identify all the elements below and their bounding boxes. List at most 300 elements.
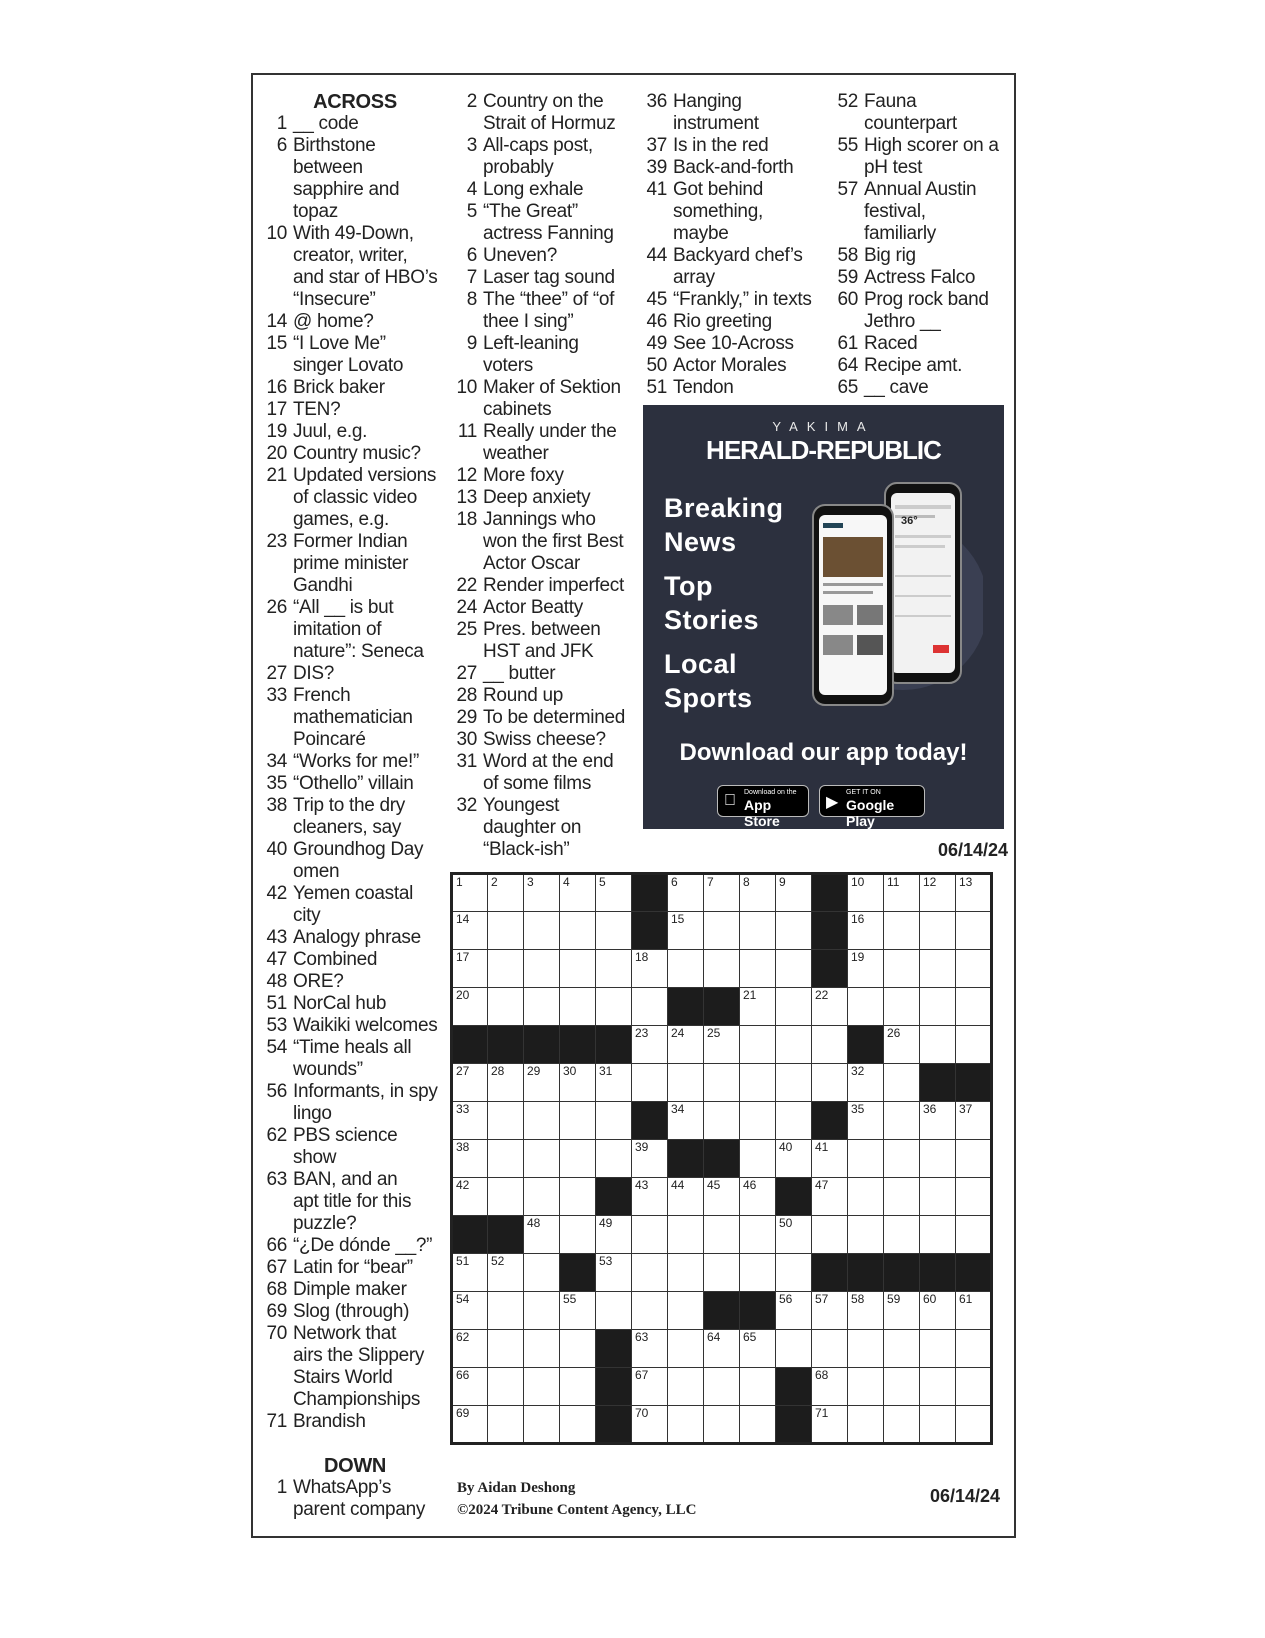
grid-cell[interactable] [884,874,920,912]
clue [265,971,445,993]
grid-cell[interactable] [956,1178,992,1216]
cell-number: 62 [456,1330,470,1344]
grid-cell[interactable] [596,1102,632,1140]
black-square [488,1216,524,1254]
grid-cell[interactable] [740,988,776,1026]
grid-cell[interactable] [704,1064,740,1102]
grid-cell[interactable] [452,874,488,912]
grid-cell[interactable] [596,874,632,912]
cell-number: 25 [707,1026,721,1040]
grid-cell[interactable] [956,1406,992,1444]
grid-cell[interactable] [488,1330,524,1368]
clue-number: 62 [266,1125,287,1146]
clue [455,267,640,289]
grid-cell[interactable] [668,1368,704,1406]
grid-cell[interactable] [956,1330,992,1368]
clue-text: probably [483,157,554,178]
grid-cell[interactable] [884,1140,920,1178]
grid-cell[interactable] [884,1064,920,1102]
grid-cell[interactable] [452,1368,488,1406]
clue-text: prime minister [293,553,409,574]
grid-cell[interactable] [704,1368,740,1406]
grid-cell[interactable] [488,1178,524,1216]
clue-text: Deep anxiety [483,487,591,508]
clue-number: 42 [266,883,287,904]
grid-cell[interactable] [812,1292,848,1330]
clue-text: __ cave [864,377,929,398]
grid-cell[interactable] [668,1330,704,1368]
grid-cell[interactable] [884,1330,920,1368]
grid-cell[interactable] [668,1064,704,1102]
grid-cell[interactable] [920,950,956,988]
grid-cell[interactable] [740,1064,776,1102]
clue-text: HST and JFK [483,641,594,662]
clue [265,1015,445,1037]
grid-cell[interactable] [560,1216,596,1254]
grid-cell[interactable] [596,1064,632,1102]
cell-number: 5 [599,875,606,889]
black-square [776,1406,812,1444]
grid-cell[interactable] [740,1026,776,1064]
clue [265,795,445,839]
grid-cell[interactable] [668,1254,704,1292]
grid-cell[interactable] [524,1140,560,1178]
clue-number: 70 [266,1323,287,1344]
grid-cell[interactable] [848,1406,884,1444]
grid-cell[interactable] [812,988,848,1026]
grid-cell[interactable] [560,1292,596,1330]
grid-cell[interactable] [848,1102,884,1140]
grid-cell[interactable] [812,1178,848,1216]
grid-cell[interactable] [884,1216,920,1254]
clue [455,751,640,795]
grid-cell[interactable] [668,912,704,950]
black-square [920,1254,956,1292]
cell-number: 16 [851,912,865,926]
across-heading: ACROSS [313,91,397,113]
cell-number: 19 [851,950,865,964]
clue-text: Yemen coastal [293,883,414,904]
grid-cell[interactable] [596,988,632,1026]
grid-cell[interactable] [812,1216,848,1254]
clue-number: 47 [266,949,287,970]
cell-number: 18 [635,950,649,964]
google-play-button[interactable]: ▶ GET IT ON Google Play [819,785,925,817]
grid-cell[interactable] [740,1330,776,1368]
cell-number: 22 [815,988,829,1002]
grid-cell[interactable] [776,950,812,988]
grid-cell[interactable] [956,874,992,912]
grid-cell[interactable] [524,1102,560,1140]
grid-cell[interactable] [596,1216,632,1254]
grid-cell[interactable] [812,1406,848,1444]
grid-cell[interactable] [524,1064,560,1102]
black-square [596,1026,632,1064]
grid-cell[interactable] [560,874,596,912]
black-square [668,988,704,1026]
grid-cell[interactable] [560,1178,596,1216]
grid-cell[interactable] [560,1102,596,1140]
clue [265,1279,445,1301]
grid-cell[interactable] [848,988,884,1026]
grid-cell[interactable] [740,1140,776,1178]
grid-cell[interactable] [884,1368,920,1406]
grid-cell[interactable] [704,912,740,950]
grid-cell[interactable] [452,1064,488,1102]
grid-cell[interactable] [488,1254,524,1292]
grid-cell[interactable] [704,1102,740,1140]
grid-cell[interactable] [452,1254,488,1292]
grid-cell[interactable] [884,1102,920,1140]
cell-number: 32 [851,1064,865,1078]
grid-cell[interactable] [920,988,956,1026]
clue-number: 63 [266,1169,287,1190]
grid-cell[interactable] [488,1102,524,1140]
clue-text: Network that [293,1323,397,1344]
clue-number: 13 [456,487,477,508]
grid-cell[interactable] [920,874,956,912]
grid-cell[interactable] [848,1064,884,1102]
grid-cell[interactable] [560,1368,596,1406]
grid-cell[interactable] [920,1140,956,1178]
grid-cell[interactable] [560,950,596,988]
grid-cell[interactable] [740,874,776,912]
grid-cell[interactable] [632,1140,668,1178]
grid-cell[interactable] [776,912,812,950]
grid-cell[interactable] [848,1216,884,1254]
grid-cell[interactable] [452,1292,488,1330]
grid-cell[interactable] [884,1292,920,1330]
grid-cell[interactable] [596,1254,632,1292]
down-heading: DOWN [323,1455,387,1477]
grid-cell[interactable] [524,1330,560,1368]
clue-text: Juul, e.g. [293,421,368,442]
clue-number: 64 [837,355,858,376]
clue [645,333,835,355]
grid-cell[interactable] [956,1368,992,1406]
grid-cell[interactable] [848,1178,884,1216]
grid-cell[interactable] [632,1178,668,1216]
clue [455,245,640,267]
clue-number: 1 [276,1477,287,1498]
grid-cell[interactable] [848,874,884,912]
grid-cell[interactable] [488,1140,524,1178]
cell-number: 13 [959,875,973,889]
grid-cell[interactable] [884,1406,920,1444]
clue-number: 37 [646,135,667,156]
clue [645,311,835,333]
grid-cell[interactable] [956,988,992,1026]
grid-cell[interactable] [704,1216,740,1254]
grid-cell[interactable] [812,1368,848,1406]
clue-text: Country on the [483,91,604,112]
clue-text: puzzle? [293,1213,357,1234]
black-square [596,1368,632,1406]
grid-cell[interactable] [740,1216,776,1254]
clue [645,245,835,289]
clue-number: 53 [266,1015,287,1036]
grid-cell[interactable] [956,1216,992,1254]
grid-cell[interactable] [884,950,920,988]
grid-cell[interactable] [776,1102,812,1140]
grid-cell[interactable] [596,912,632,950]
clue [265,663,445,685]
grid-cell[interactable] [920,1026,956,1064]
grid-cell[interactable] [452,1140,488,1178]
grid-cell[interactable] [632,1254,668,1292]
grid-cell[interactable] [956,950,992,988]
grid-cell[interactable] [560,988,596,1026]
grid-cell[interactable] [704,1026,740,1064]
grid-cell[interactable] [920,1406,956,1444]
grid-cell[interactable] [776,874,812,912]
grid-cell[interactable] [524,1368,560,1406]
crossword-grid[interactable] [450,872,993,1445]
grid-cell[interactable] [812,1026,848,1064]
grid-cell[interactable] [524,1178,560,1216]
grid-cell[interactable] [560,1406,596,1444]
grid-cell[interactable] [524,1254,560,1292]
clue [265,113,445,135]
grid-cell[interactable] [812,1064,848,1102]
black-square [668,1140,704,1178]
grid-cell[interactable] [524,1292,560,1330]
grid-cell[interactable] [560,912,596,950]
grid-cell[interactable] [812,1140,848,1178]
grid-cell[interactable] [668,1026,704,1064]
grid-cell[interactable] [560,1330,596,1368]
clue [455,795,640,861]
grid-cell[interactable] [668,1406,704,1444]
grid-cell[interactable] [884,1026,920,1064]
grid-cell[interactable] [704,1406,740,1444]
grid-cell[interactable] [812,1330,848,1368]
grid-cell[interactable] [524,1216,560,1254]
grid-cell[interactable] [704,1254,740,1292]
grid-cell[interactable] [956,1140,992,1178]
grid-cell[interactable] [488,1368,524,1406]
clue [265,751,445,773]
grid-cell[interactable] [884,1178,920,1216]
grid-cell[interactable] [884,988,920,1026]
grid-cell[interactable] [956,1102,992,1140]
grid-cell[interactable] [668,1216,704,1254]
grid-cell[interactable] [488,912,524,950]
grid-cell[interactable] [452,950,488,988]
clue-number: 29 [456,707,477,728]
clue [265,927,445,949]
grid-cell[interactable] [632,1368,668,1406]
grid-cell[interactable] [848,1368,884,1406]
grid-cell[interactable] [668,1178,704,1216]
grid-cell[interactable] [776,1292,812,1330]
clue-number: 19 [266,421,287,442]
grid-cell[interactable] [632,1330,668,1368]
grid-cell[interactable] [704,950,740,988]
app-advertisement[interactable] [643,405,1004,829]
cell-number: 54 [456,1292,470,1306]
clue [265,399,445,421]
grid-cell[interactable] [668,950,704,988]
grid-cell[interactable] [920,1292,956,1330]
clue-text: Birthstone [293,135,376,156]
grid-cell[interactable] [560,1064,596,1102]
clue [455,663,640,685]
clue-number: 43 [266,927,287,948]
grid-cell[interactable] [668,1292,704,1330]
cell-number: 31 [599,1064,613,1078]
grid-cell[interactable] [488,950,524,988]
clue [265,1125,445,1169]
clue-text: BAN, and an [293,1169,398,1190]
grid-cell[interactable] [848,1140,884,1178]
clue [836,245,1006,267]
grid-cell[interactable] [884,912,920,950]
grid-cell[interactable] [956,1292,992,1330]
grid-cell[interactable] [956,912,992,950]
cell-number: 10 [851,875,865,889]
cell-number: 64 [707,1330,721,1344]
grid-cell[interactable] [740,1102,776,1140]
grid-cell[interactable] [524,912,560,950]
grid-cell[interactable] [740,1406,776,1444]
black-square [452,1216,488,1254]
grid-cell[interactable] [632,1026,668,1064]
clue-text: Pres. between [483,619,601,640]
grid-cell[interactable] [920,1216,956,1254]
grid-cell[interactable] [920,912,956,950]
clue-number: 33 [266,685,287,706]
clue [455,333,640,377]
cell-number: 52 [491,1254,505,1268]
cell-number: 1 [456,875,463,889]
clue-text: All-caps post, [483,135,593,156]
grid-cell[interactable] [848,950,884,988]
clue-text: weather [483,443,549,464]
clue-text: counterpart [864,113,957,134]
grid-cell[interactable] [488,1292,524,1330]
cell-number: 42 [456,1178,470,1192]
grid-cell[interactable] [776,988,812,1026]
clue-text: Updated versions [293,465,437,486]
grid-cell[interactable] [452,1178,488,1216]
grid-cell[interactable] [596,1292,632,1330]
grid-cell[interactable] [632,950,668,988]
grid-cell[interactable] [776,1140,812,1178]
clue-number: 14 [266,311,287,332]
grid-cell[interactable] [524,874,560,912]
grid-cell[interactable] [740,912,776,950]
cell-number: 36 [923,1102,937,1116]
grid-cell[interactable] [560,1140,596,1178]
clue-text: French [293,685,351,706]
clue-number: 46 [646,311,667,332]
cell-number: 23 [635,1026,649,1040]
black-square [812,1254,848,1292]
app-store-button[interactable]: Download on the App Store [717,785,809,817]
publisher-masthead: HERALD-REPUBLIC [706,435,941,465]
grid-cell[interactable] [452,1330,488,1368]
grid-cell[interactable] [920,1102,956,1140]
grid-cell[interactable] [776,1254,812,1292]
clue-text: Groundhog Day [293,839,424,860]
clue [265,1081,445,1125]
clue-text: Back-and-forth [673,157,794,178]
grid-cell[interactable] [668,874,704,912]
grid-cell[interactable] [704,1178,740,1216]
clue-text: actress Fanning [483,223,614,244]
grid-cell[interactable] [740,1368,776,1406]
grid-cell[interactable] [920,1330,956,1368]
grid-cell[interactable] [704,1330,740,1368]
cell-number: 49 [599,1216,613,1230]
clue-text: wounds” [293,1059,363,1080]
grid-cell[interactable] [632,1406,668,1444]
grid-cell[interactable] [488,1406,524,1444]
grid-cell[interactable] [920,1368,956,1406]
grid-cell[interactable] [596,950,632,988]
grid-cell[interactable] [488,988,524,1026]
grid-cell[interactable] [632,1216,668,1254]
grid-cell[interactable] [452,912,488,950]
grid-cell[interactable] [740,950,776,988]
grid-cell[interactable] [488,874,524,912]
grid-cell[interactable] [848,1292,884,1330]
cell-number: 43 [635,1178,649,1192]
grid-cell[interactable] [740,1178,776,1216]
grid-cell[interactable] [668,1102,704,1140]
grid-cell[interactable] [848,912,884,950]
clue [836,377,1006,399]
grid-cell[interactable] [632,1064,668,1102]
grid-cell[interactable] [776,1026,812,1064]
cell-number: 57 [815,1292,829,1306]
clue-text: creator, writer, [293,245,408,266]
grid-cell[interactable] [524,1406,560,1444]
grid-cell[interactable] [524,950,560,988]
cell-number: 17 [456,950,470,964]
grid-cell[interactable] [776,1330,812,1368]
black-square [704,1292,740,1330]
grid-cell[interactable] [596,1140,632,1178]
grid-cell[interactable] [848,1330,884,1368]
clue-number: 11 [457,421,477,442]
cell-number: 21 [743,988,757,1002]
clue-number: 41 [646,179,667,200]
grid-cell[interactable] [488,1064,524,1102]
clue-text: Dimple maker [293,1279,407,1300]
clue-number: 31 [456,751,477,772]
clue [265,531,445,597]
grid-cell[interactable] [452,988,488,1026]
grid-cell[interactable] [704,874,740,912]
clue [265,685,445,751]
grid-cell[interactable] [740,1254,776,1292]
grid-cell[interactable] [776,1216,812,1254]
grid-cell[interactable] [956,1026,992,1064]
clue [455,465,640,487]
clue-number: 18 [456,509,477,530]
grid-cell[interactable] [524,988,560,1026]
clue-number: 20 [266,443,287,464]
grid-cell[interactable] [632,1292,668,1330]
grid-cell[interactable] [632,988,668,1026]
grid-cell[interactable] [920,1178,956,1216]
grid-cell[interactable] [776,1064,812,1102]
clue-text: Championships [293,1389,421,1410]
grid-cell[interactable] [452,1406,488,1444]
grid-cell[interactable] [452,1102,488,1140]
